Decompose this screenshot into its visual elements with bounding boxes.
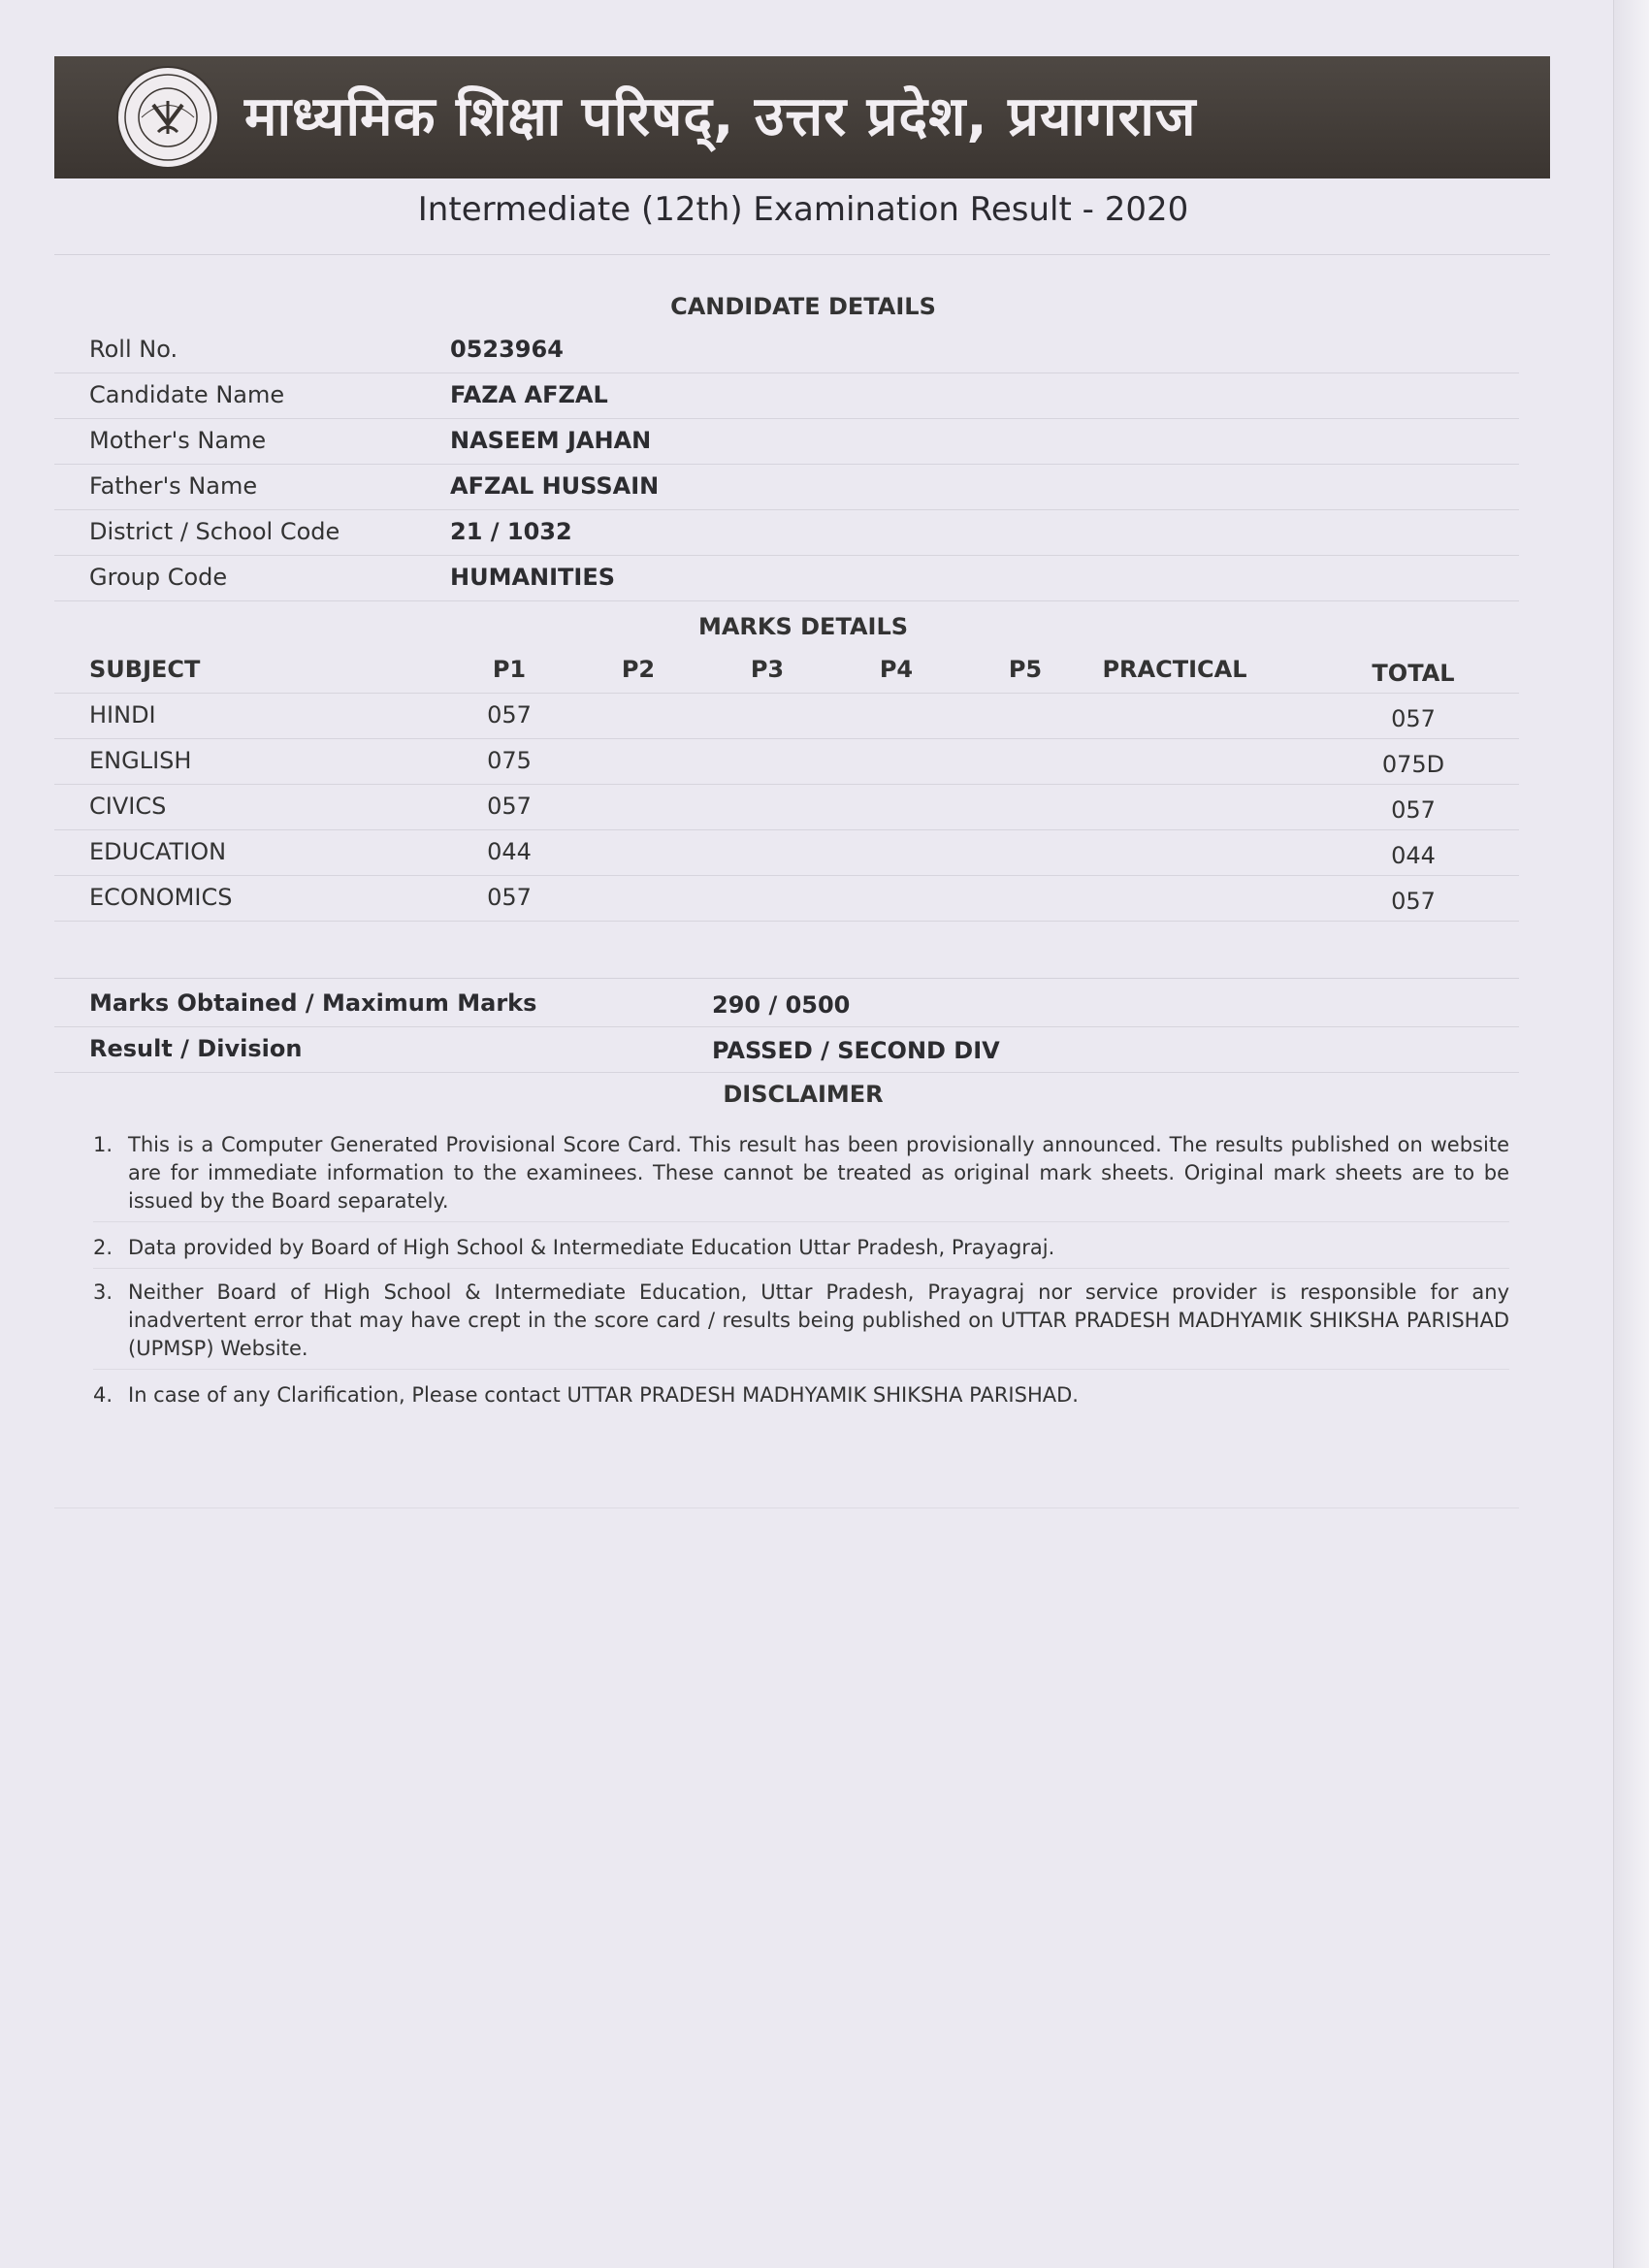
detail-row-group-code	[54, 556, 1519, 601]
disclaimer-item	[93, 1131, 1509, 1222]
board-title: माध्यमिक शिक्षा परिषद्, उत्तर प्रदेश, प्रयागराज	[244, 85, 1197, 148]
p1-cell: 075	[487, 747, 532, 774]
disclaimer-heading: DISCLAIMER	[723, 1081, 884, 1108]
marks-details-heading: MARKS DETAILS	[697, 613, 909, 640]
table-row	[54, 785, 1519, 830]
column-header-p3: P3	[750, 656, 785, 683]
disclaimer-item	[93, 1381, 1509, 1415]
detail-value: AFZAL HUSSAIN	[450, 472, 660, 500]
detail-row-district-school-code	[54, 510, 1519, 556]
marks-obtained-label: Marks Obtained / Maximum Marks	[89, 989, 537, 1017]
page-edge	[1613, 0, 1649, 2268]
table-row	[54, 739, 1519, 785]
exam-title: Intermediate (12th) Examination Result - 2020	[417, 190, 1189, 229]
total-cell: 057	[1391, 888, 1436, 915]
table-row	[54, 830, 1519, 876]
p1-cell: 057	[487, 701, 532, 729]
marks-obtained-value: 290 / 0500	[712, 991, 851, 1019]
column-header-p4: P4	[879, 656, 914, 683]
total-cell: 075D	[1381, 751, 1445, 778]
disclaimer-text: Data provided by Board of High School & Intermediate Education Uttar Pradesh, Prayagraj.	[128, 1236, 1055, 1259]
detail-row-mothers-name	[54, 419, 1519, 465]
detail-label: Mother's Name	[89, 427, 267, 454]
disclaimer-number: 3.	[93, 1280, 113, 1304]
summary-row-result	[54, 1027, 1519, 1073]
detail-label: Father's Name	[89, 472, 258, 500]
up-government-emblem-icon	[114, 64, 221, 171]
disclaimer-text: This is a Computer Generated Provisional Score Card. This result has been provisionally announced. The results published on website are for immediate information to the examinees. These cannot be treated as original mark sheets. Original mark sheets are to be issued by the Board separately.	[128, 1133, 1509, 1213]
disclaimer-number: 2.	[93, 1236, 113, 1259]
summary-row-marks	[54, 982, 1519, 1027]
column-header-total: TOTAL	[1372, 660, 1455, 687]
disclaimer-item	[93, 1234, 1509, 1269]
column-header-practical: PRACTICAL	[1102, 656, 1247, 683]
table-row	[54, 694, 1519, 739]
disclaimer-text: Neither Board of High School & Intermediate Education, Uttar Pradesh, Prayagraj nor service provider is responsible for any inadvertent error that may have crept in the score card / results being published on UTTAR PRADESH MADHYAMIK SHIKSHA PARISHAD (UPMSP) Website.	[128, 1280, 1509, 1360]
p1-cell: 044	[487, 838, 532, 865]
total-cell: 044	[1391, 842, 1436, 869]
p1-cell: 057	[487, 884, 532, 911]
detail-value: NASEEM JAHAN	[450, 427, 652, 454]
subject-cell: EDUCATION	[89, 838, 227, 865]
disclaimer-number: 4.	[93, 1383, 113, 1407]
table-row	[54, 876, 1519, 922]
detail-value: 21 / 1032	[450, 518, 572, 545]
detail-row-roll-no	[54, 328, 1519, 373]
subject-cell: ENGLISH	[89, 747, 192, 774]
column-header-p2: P2	[621, 656, 656, 683]
disclaimer-text: In case of any Clarification, Please contact UTTAR PRADESH MADHYAMIK SHIKSHA PARISHAD.	[128, 1383, 1079, 1407]
detail-row-fathers-name	[54, 465, 1519, 510]
total-cell: 057	[1391, 705, 1436, 732]
detail-value: 0523964	[450, 336, 564, 363]
disclaimer-item	[93, 1279, 1509, 1370]
marks-table-header	[54, 648, 1519, 694]
detail-value: FAZA AFZAL	[450, 381, 608, 408]
subject-cell: ECONOMICS	[89, 884, 233, 911]
detail-value: HUMANITIES	[450, 564, 616, 591]
detail-row-candidate-name	[54, 373, 1519, 419]
detail-label: Group Code	[89, 564, 228, 591]
column-header-p1: P1	[492, 656, 527, 683]
column-header-subject: SUBJECT	[89, 656, 201, 683]
divider	[54, 978, 1519, 979]
divider	[54, 1507, 1519, 1508]
disclaimer-number: 1.	[93, 1133, 113, 1156]
subject-cell: CIVICS	[89, 793, 167, 820]
column-header-p5: P5	[1008, 656, 1043, 683]
candidate-details-heading: CANDIDATE DETAILS	[670, 293, 936, 320]
divider	[54, 254, 1550, 255]
p1-cell: 057	[487, 793, 532, 820]
detail-label: Candidate Name	[89, 381, 285, 408]
detail-label: Roll No.	[89, 336, 178, 363]
header-banner	[54, 56, 1550, 178]
total-cell: 057	[1391, 796, 1436, 824]
detail-label: District / School Code	[89, 518, 340, 545]
result-division-value: PASSED / SECOND DIV	[712, 1037, 1000, 1064]
subject-cell: HINDI	[89, 701, 156, 729]
result-division-label: Result / Division	[89, 1035, 303, 1062]
